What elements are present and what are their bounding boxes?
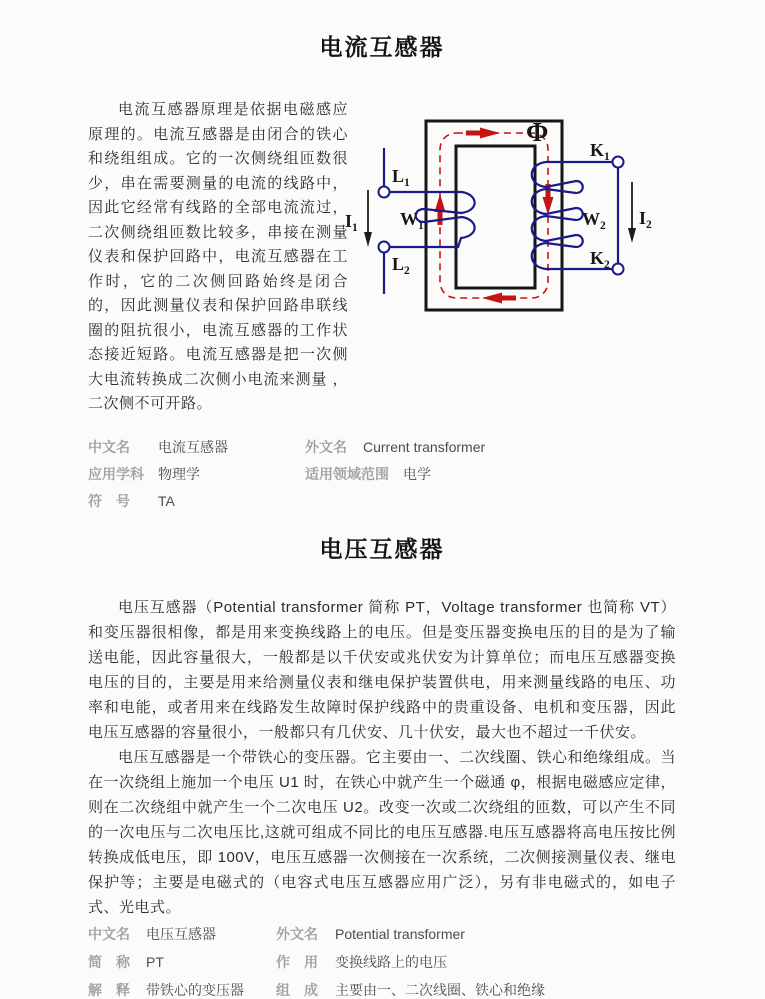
- infobox-label: 简 称: [88, 953, 130, 970]
- terminal-l1: [379, 187, 390, 198]
- infobox-label: 适用领域范围: [305, 465, 389, 482]
- infobox-label: 符 号: [88, 492, 130, 509]
- current-transformer-diagram: [338, 98, 670, 328]
- label-i1: $I_1$: [345, 211, 358, 234]
- infobox-label: 外文名: [276, 925, 318, 942]
- infobox-value: 带铁心的变压器: [146, 981, 244, 998]
- transformer-schematic: [338, 98, 670, 328]
- label-k2: $K_2$: [590, 248, 610, 271]
- section2-infobox: [88, 926, 676, 999]
- current-arrow-i2: [628, 182, 636, 243]
- section1-infobox: [88, 439, 676, 510]
- infobox-row: [88, 466, 676, 483]
- terminal-k2: [613, 264, 624, 275]
- label-w2: $W_2$: [582, 209, 606, 232]
- infobox-label: 外文名: [305, 438, 347, 455]
- infobox-label: [305, 493, 349, 510]
- infobox-value: 变换线路上的电压: [335, 953, 447, 970]
- label-l1: $L_1$: [392, 166, 410, 189]
- infobox-value: 电压互感器: [146, 925, 216, 942]
- section1-title: 电流互感器: [319, 35, 445, 60]
- infobox-label: 中文名: [88, 925, 130, 942]
- infobox-value: TA: [158, 492, 175, 509]
- infobox-value: PT: [146, 953, 164, 970]
- infobox-value: 电学: [403, 465, 431, 482]
- iron-core: [426, 121, 562, 310]
- label-i2: $I_2$: [639, 208, 652, 231]
- secondary-winding: [532, 157, 624, 275]
- infobox-row: [88, 954, 676, 971]
- label-l2: $L_2$: [392, 254, 410, 277]
- infobox-value: 物理学: [158, 465, 200, 482]
- section2-title: 电压互感器: [319, 536, 445, 562]
- current-arrow-i1: [364, 190, 372, 247]
- infobox-row: [88, 926, 676, 943]
- infobox-row: [88, 982, 676, 999]
- infobox-label: 作 用: [276, 953, 318, 970]
- label-w1: $W_1$: [400, 209, 424, 232]
- infobox-row: [88, 493, 676, 510]
- infobox-value: 主要由一、二次线圈、铁心和绝缘: [335, 981, 545, 998]
- section1-paragraph: 电流互感器原理是依据电磁感应原理的。电流互感器是由闭合的铁心和绕组组成。它的一次侧绕组匝数很少，串在需要测量的电流的线路中，因此它经常有线路的全部电流流过，二次侧绕组匝数比较多，串接在测量仪表和保护回路中，电流互感器在工作时，它的二次侧回路始终是闭合的，因此测量仪表和保护回路串联线圈的阻抗很小，电流互感器的工作状态接近短路。电流互感器是把一次侧大电流转换成二次侧小电流来测量 ， 二次侧不可开路。: [88, 101, 348, 412]
- infobox-label: 应用学科: [88, 465, 144, 482]
- section2-paragraph-1: 电压互感器（Potential transformer 简称 PT，Voltage transformer 也简称 VT）和变压器很相像，都是用来变换线路上的电压。但是变压器变换电压的目的是为了输送电能，因此容量很大，一般都是以千伏安或兆伏安为计算单位；而电压互感器变换电压的目的，主要是用来给测量仪表和继电保护装置供电，用来测量线路的电压、功率和电能，或者用来在线路发生故障时保护线路中的贵重设备、电机和变压器，因此电压互感器的容量很小，一般都只有几伏安、几十伏安，最大也不超过一千伏安。: [88, 598, 676, 741]
- section1-body: [88, 98, 676, 417]
- terminal-l2: [379, 242, 390, 253]
- terminal-k1: [613, 157, 624, 168]
- infobox-row: [88, 439, 676, 456]
- flux-phi-symbol: Φ: [526, 117, 549, 147]
- label-k1: $K_1$: [590, 140, 610, 163]
- section2-paragraph-2: 电压互感器是一个带铁心的变压器。它主要由一、二次线圈、铁心和绝缘组成。当在一次绕组上施加一个电压 U1 时，在铁心中就产生一个磁通 φ，根据电磁感应定律，则在二次绕组中就产生一个二次电压 U2。改变一次或二次绕组的匝数，可以产生不同的一次电压与二次电压比,这就可组成不同比的电压互感器.电压互感器将高电压按比例转换成低电压，即 100V，电压互感器一次侧接在一次系统，二次侧接测量仪表、继电保护等；主要是电磁式的（电容式电压互感器应用广泛），另有非电磁式的，如电子式、光电式。: [88, 748, 677, 916]
- infobox-value: Potential transformer: [335, 925, 465, 942]
- infobox-label: 解 释: [88, 981, 130, 998]
- infobox-value: Current transformer: [363, 438, 486, 455]
- infobox-label: 组 成: [276, 981, 318, 998]
- infobox-value: 电流互感器: [158, 438, 228, 455]
- infobox-label: 中文名: [88, 438, 130, 455]
